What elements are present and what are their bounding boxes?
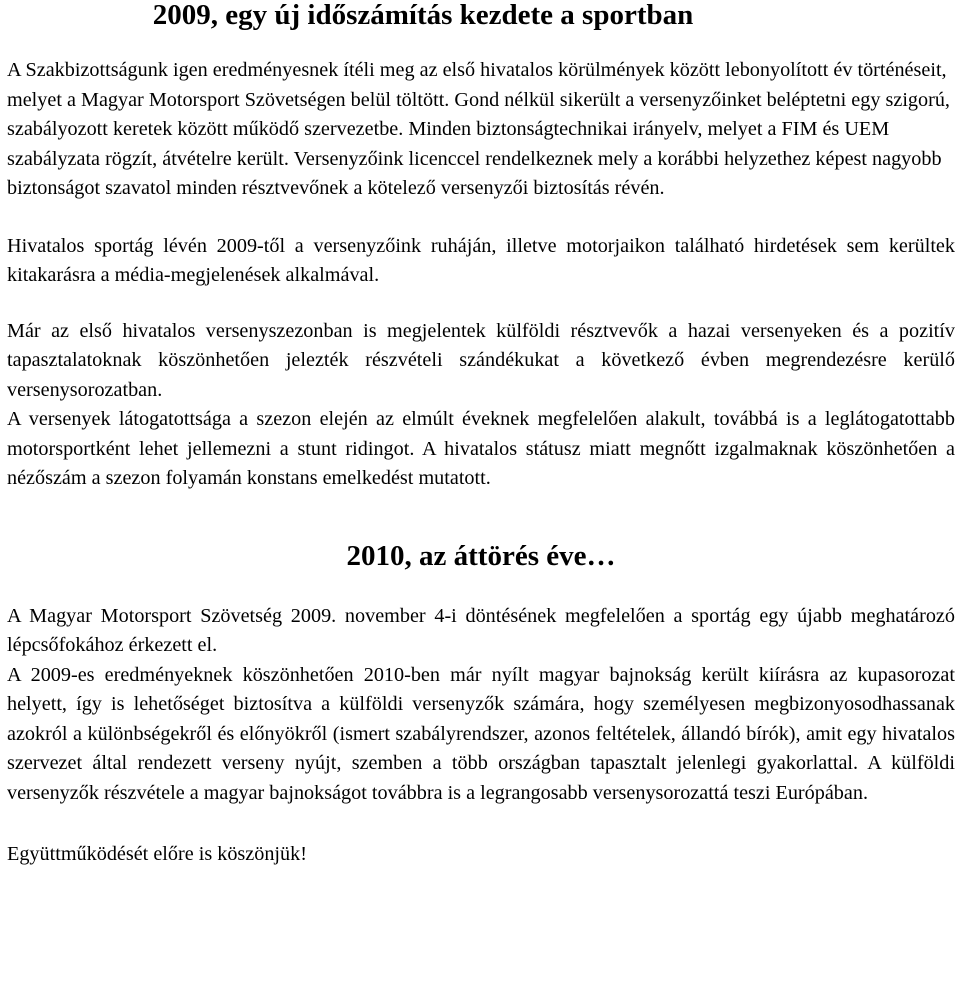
section-heading-2010: 2010, az áttörés éve… xyxy=(346,539,616,572)
paragraph-attendance: A versenyek látogatottsága a szezon elején az elmúlt éveknek megfelelően alakult, továbbá is a leglátogatottabb motorsportként lehet jellemezni a stunt ridingot. A hivatalos státusz miatt megnőtt izgalmaknak köszönhetően a nézőszám a szezon folyamán konstans emelkedést mutatott. xyxy=(7,408,955,489)
paragraph-results-2009: A Szakbizottságunk igen eredményesnek ítéli meg az első hivatalos körülmények között lebonyolított év történéseit, melyet a Magyar Motorsport Szövetségen belül töltött. Gond nélkül sikerült a versenyzőinket beléptetni egy szigorú, szabályozott keretek között működő szervezetbe. Minden biztonságtechnikai irányelv, melyet a FIM és UEM szabályzata rögzít, átvételre került. Versenyzőink licenccel rendelkeznek mely a korábbi helyzethez képest nagyobb biztonságot szavatol minden résztvevőnek a kötelező versenyzői biztosítás révén. xyxy=(7,59,950,199)
paragraph-federation-decision: A Magyar Motorsport Szövetség 2009. november 4-i döntésének megfelelően a sportág egy újabb meghatározó lépcsőfokához érkezett el. xyxy=(7,604,955,656)
closing-line: Együttműködését előre is köszönjük! xyxy=(7,843,307,865)
paragraph-advertising: Hivatalos sportág lévén 2009-től a versenyzőink ruháján, illetve motorjaikon található hirdetések sem kerültek kitakarásra a média-megjelenések alkalmával. xyxy=(7,234,955,286)
paragraph-national-championship: A 2009-es eredményeknek köszönhetően 2010-ben már nyílt magyar bajnokság került kiírásra az kupasorozat helyett, így is lehetőséget biztosítva a külföldi versenyzők számára, hogy személyesen megbizonyosodhassanak azokról a különbségekről és előnyökről (ismert szabályrendszer, azonos feltételek, állandó bírók), amit egy hivatalos szervezet által rendezett verseny nyújt, szemben a több országban tapasztalt jelenlegi gyakorlattal. A külföldi versenyzők részvétele a magyar bajnokságot továbbra is a legrangosabb versenysorozattá teszi Európában. xyxy=(7,663,955,804)
document-page xyxy=(7,0,955,870)
page-title: 2009, egy új időszámítás kezdete a sportban xyxy=(152,0,694,31)
paragraph-foreign-participants: Már az első hivatalos versenyszezonban is megjelentek külföldi résztvevők a hazai versenyeken és a pozitív tapasztalatoknak köszönhetően jelezték részvételi szándékukat a következő évben megrendezésre kerülő versenysorozatban. xyxy=(7,319,955,401)
